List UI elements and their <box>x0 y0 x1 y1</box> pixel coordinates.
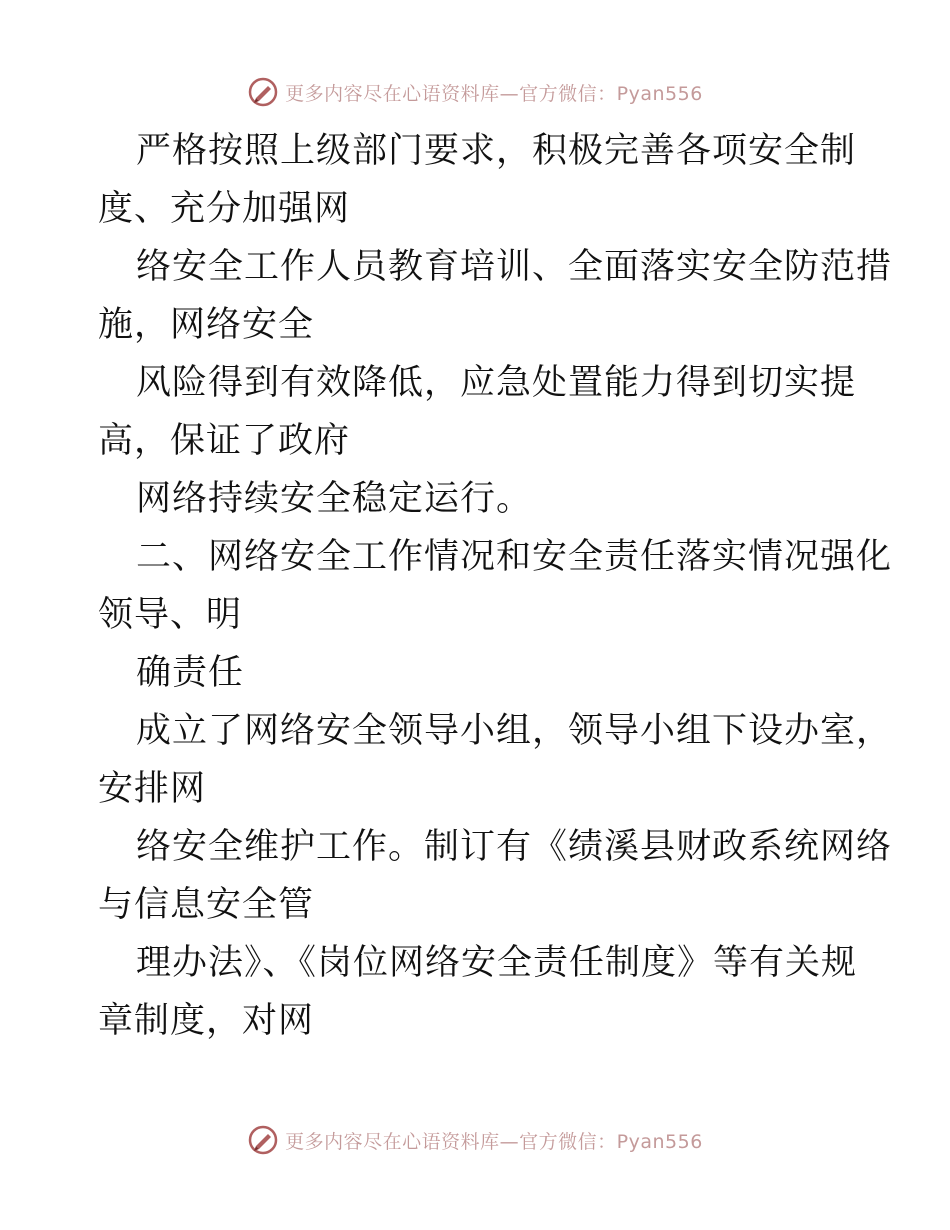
text-line: 成立了网络安全领导小组，领导小组下设办室， <box>136 711 893 751</box>
watermark-header <box>0 72 950 112</box>
text-line: 高，保证了政府 <box>98 421 351 461</box>
text-line: 章制度，对网 <box>98 1001 315 1041</box>
text-line: 确责任 <box>136 653 245 693</box>
document-body <box>98 122 893 1050</box>
text-line: 度、充分加强网 <box>98 189 351 229</box>
section-heading-line: 二、网络安全工作情况和安全责任落实情况强化 <box>136 537 893 577</box>
watermark-text: 更多内容尽在心语资料库—官方微信：Pyan556 <box>285 82 703 105</box>
text-line: 安排网 <box>98 769 207 809</box>
text-line: 与信息安全管 <box>98 885 315 925</box>
pen-seal-icon <box>247 1124 279 1156</box>
text-line: 领导、明 <box>98 595 243 635</box>
text-line: 网络持续安全稳定运行。 <box>136 479 533 519</box>
text-line: 络安全维护工作。制订有《绩溪县财政系统网络 <box>136 827 893 867</box>
pen-seal-icon <box>247 76 279 108</box>
text-line: 施，网络安全 <box>98 305 315 345</box>
text-line: 络安全工作人员教育培训、全面落实安全防范措 <box>136 247 893 287</box>
text-line: 严格按照上级部门要求，积极完善各项安全制 <box>136 131 857 171</box>
watermark-footer <box>0 1120 950 1160</box>
text-line: 理办法》、《岗位网络安全责任制度》等有关规 <box>136 943 858 983</box>
text-line: 风险得到有效降低，应急处置能力得到切实提 <box>136 363 857 403</box>
watermark-text: 更多内容尽在心语资料库—官方微信：Pyan556 <box>285 1130 703 1153</box>
